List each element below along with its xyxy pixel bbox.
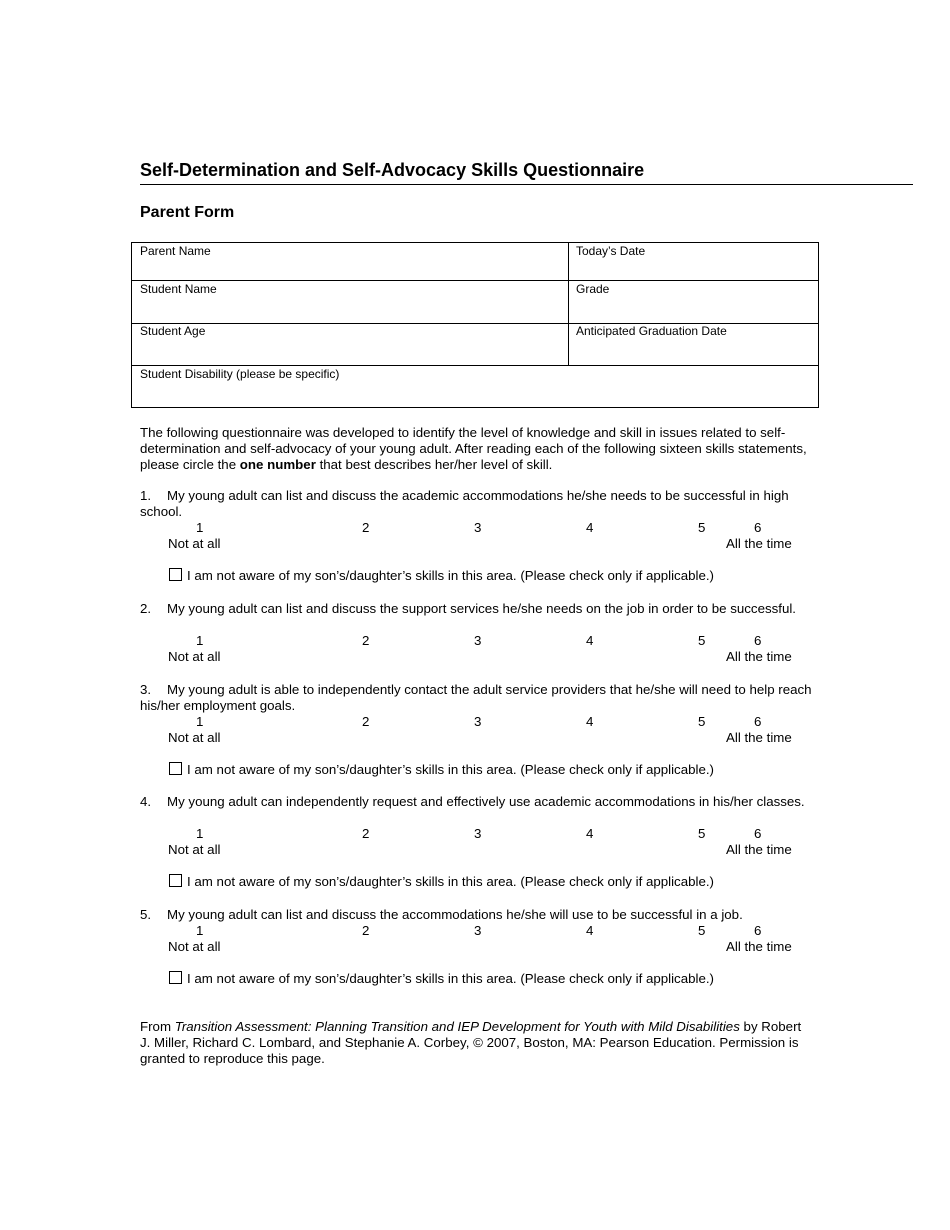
title-divider	[140, 184, 913, 185]
table-row-divider	[132, 365, 818, 366]
not-aware-label: I am not aware of my son’s/daughter’s skills in this area. (Please check only if applicable.)	[187, 874, 714, 890]
question-number: 3.	[140, 682, 152, 697]
question-4	[140, 794, 820, 810]
scale-option-3[interactable]: 3	[474, 826, 482, 842]
scale-high-label: All the time	[726, 939, 792, 955]
student-name-field[interactable]: Student Name	[140, 282, 217, 296]
scale-option-1[interactable]: 1	[196, 826, 204, 842]
not-aware-checkbox[interactable]	[169, 762, 182, 775]
scale-option-6[interactable]: 6	[754, 520, 762, 536]
question-1	[140, 488, 820, 520]
citation-suffix: by Robert J. Miller, Richard C. Lombard, and Stephanie A. Corbey, © 2007, Boston, MA: Pearson Education. Permission is granted to reproduce this page.	[140, 1019, 802, 1067]
not-aware-row	[169, 971, 714, 987]
scale-option-6[interactable]: 6	[754, 923, 762, 939]
scale-option-4[interactable]: 4	[586, 714, 594, 730]
question-3	[140, 682, 820, 714]
scale-high-label: All the time	[726, 730, 792, 746]
question-2	[140, 601, 820, 617]
scale-option-2[interactable]: 2	[362, 633, 370, 649]
scale-option-1[interactable]: 1	[196, 714, 204, 730]
form-subtitle: Parent Form	[140, 204, 235, 221]
scale-option-3[interactable]: 3	[474, 633, 482, 649]
intro-text-1: The following questionnaire was developed to identify the level of knowledge and skill in issues related to self-determination and self-advocacy of your young adult. After reading each of the following sixteen skills statements, please circle the	[140, 425, 807, 473]
scale-option-2[interactable]: 2	[362, 714, 370, 730]
scale-option-2[interactable]: 2	[362, 923, 370, 939]
scale-option-6[interactable]: 6	[754, 826, 762, 842]
question-text: My young adult can list and discuss the academic accommodations he/she needs to be successful in high school.	[140, 488, 789, 520]
student-age-field[interactable]: Student Age	[140, 324, 206, 338]
scale-option-5[interactable]: 5	[698, 923, 706, 939]
question-number: 5.	[140, 907, 152, 922]
scale-option-2[interactable]: 2	[362, 520, 370, 536]
question-text: My young adult can independently request and effectively use academic accommodations in his/her classes.	[167, 794, 805, 809]
not-aware-label: I am not aware of my son’s/daughter’s skills in this area. (Please check only if applicable.)	[187, 762, 714, 778]
citation-footer	[140, 1019, 810, 1068]
scale-option-2[interactable]: 2	[362, 826, 370, 842]
scale-low-label: Not at all	[168, 730, 221, 746]
scale-high-label: All the time	[726, 649, 792, 665]
question-number: 1.	[140, 488, 152, 503]
scale-option-3[interactable]: 3	[474, 923, 482, 939]
citation-prefix: From	[140, 1019, 175, 1034]
citation-book-title: Transition Assessment: Planning Transition and IEP Development for Youth with Mild Disabilities	[174, 1019, 740, 1034]
question-number: 2.	[140, 601, 152, 616]
table-column-divider	[568, 243, 569, 366]
info-table	[131, 242, 819, 408]
not-aware-row	[169, 762, 714, 778]
not-aware-checkbox[interactable]	[169, 568, 182, 581]
not-aware-row	[169, 568, 714, 584]
grade-field[interactable]: Grade	[576, 282, 610, 296]
scale-option-3[interactable]: 3	[474, 520, 482, 536]
scale-option-6[interactable]: 6	[754, 714, 762, 730]
scale-option-4[interactable]: 4	[586, 923, 594, 939]
question-text: My young adult can list and discuss the accommodations he/she will use to be successful in a job.	[167, 907, 743, 922]
scale-high-label: All the time	[726, 842, 792, 858]
todays-date-field[interactable]: Today’s Date	[576, 244, 646, 258]
intro-paragraph	[140, 425, 810, 474]
scale-option-5[interactable]: 5	[698, 520, 706, 536]
graduation-date-field[interactable]: Anticipated Graduation Date	[576, 324, 727, 338]
scale-option-1[interactable]: 1	[196, 923, 204, 939]
scale-option-1[interactable]: 1	[196, 633, 204, 649]
not-aware-label: I am not aware of my son’s/daughter’s skills in this area. (Please check only if applicable.)	[187, 971, 714, 987]
scale-option-5[interactable]: 5	[698, 633, 706, 649]
not-aware-label: I am not aware of my son’s/daughter’s skills in this area. (Please check only if applicable.)	[187, 568, 714, 584]
scale-option-3[interactable]: 3	[474, 714, 482, 730]
scale-option-4[interactable]: 4	[586, 520, 594, 536]
scale-option-6[interactable]: 6	[754, 633, 762, 649]
question-5	[140, 907, 820, 923]
page-title: Self-Determination and Self-Advocacy Skills Questionnaire	[140, 160, 645, 180]
intro-bold: one number	[239, 457, 316, 473]
not-aware-checkbox[interactable]	[169, 874, 182, 887]
not-aware-checkbox[interactable]	[169, 971, 182, 984]
question-text: My young adult is able to independently contact the adult service providers that he/she will need to help reach his/her employment goals.	[140, 682, 812, 714]
scale-low-label: Not at all	[168, 842, 221, 858]
scale-option-4[interactable]: 4	[586, 826, 594, 842]
scale-option-4[interactable]: 4	[586, 633, 594, 649]
scale-low-label: Not at all	[168, 536, 221, 552]
question-number: 4.	[140, 794, 152, 809]
scale-option-5[interactable]: 5	[698, 826, 706, 842]
question-text: My young adult can list and discuss the support services he/she needs on the job in order to be successful.	[167, 601, 797, 616]
disability-field[interactable]: Student Disability (please be specific)	[140, 367, 340, 381]
scale-option-1[interactable]: 1	[196, 520, 204, 536]
table-row-divider	[132, 280, 818, 281]
not-aware-row	[169, 874, 714, 890]
scale-low-label: Not at all	[168, 649, 221, 665]
scale-option-5[interactable]: 5	[698, 714, 706, 730]
scale-high-label: All the time	[726, 536, 792, 552]
parent-name-field[interactable]: Parent Name	[140, 244, 211, 258]
scale-low-label: Not at all	[168, 939, 221, 955]
intro-text-2: that best describes her/her level of skill.	[315, 457, 553, 473]
